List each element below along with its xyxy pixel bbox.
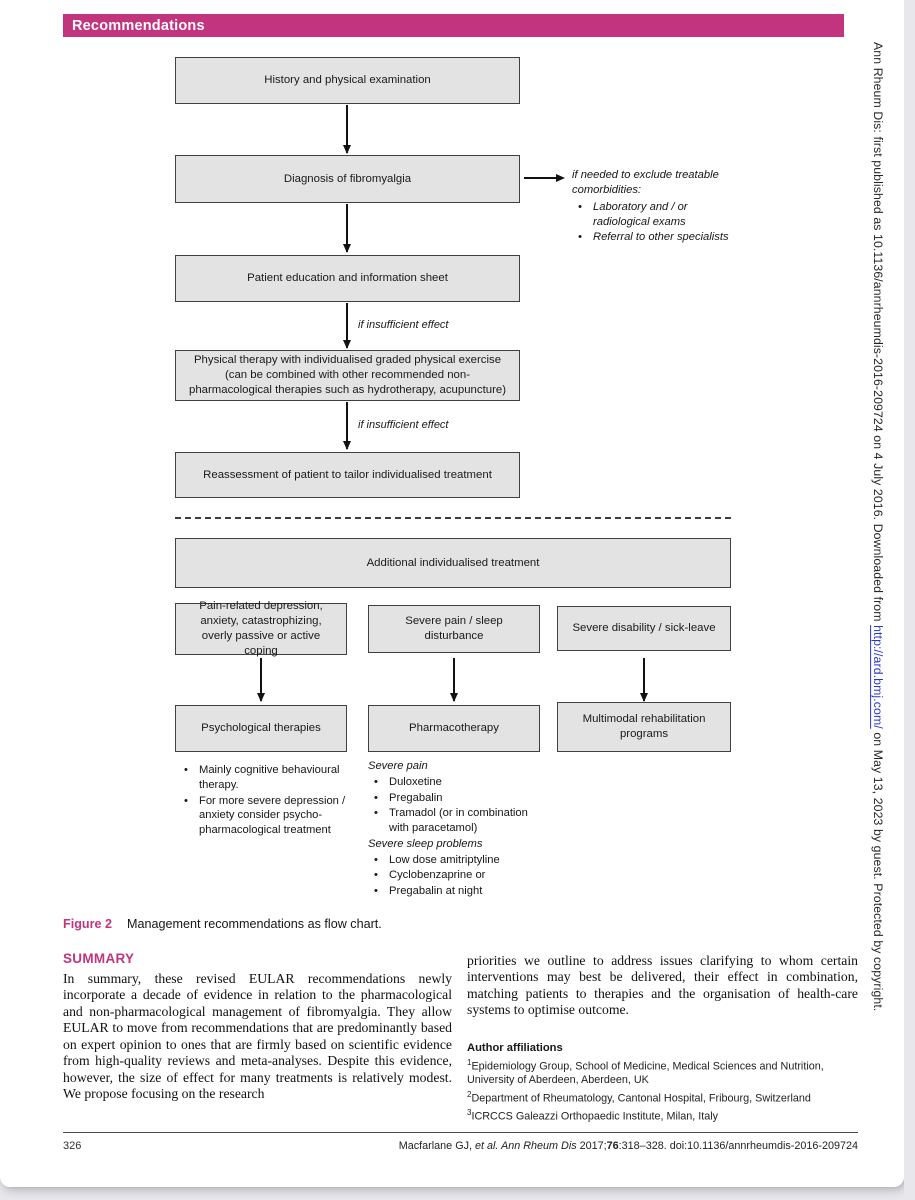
footer-rule [63, 1132, 858, 1133]
arrow-down-icon [643, 658, 645, 701]
flow-box-condition-psych: Pain-related depression, anxiety, catastrophizing, overly passive or active coping [175, 603, 347, 655]
list-item: • Pregabalin [368, 791, 548, 806]
flow-box-physical-therapy: Physical therapy with individualised graded physical exercise (can be combined with other recommended non-pharmacological therapies such as hydrotherapy, acupuncture) [175, 350, 520, 401]
list-item: • Mainly cognitive behavioural therapy. [178, 763, 350, 793]
arrow-down-icon [260, 658, 262, 701]
page-edge-strip [904, 0, 915, 1200]
copyright-text-before: Ann Rheum Dis: first published as 10.1136/annrheumdis-2016-209724 on 4 July 2016. Downloaded from [871, 42, 885, 626]
figure-number: Figure 2 [63, 917, 112, 931]
affiliations-list [467, 1056, 859, 1124]
affiliation-item: $^1$Epidemiology Group, School of Medicine, Medical Sciences and Nutrition, University of Aberdeen, Aberdeen, UK [467, 1058, 824, 1087]
dashed-divider [175, 517, 731, 519]
affiliations-heading: Author affiliations [467, 1042, 563, 1054]
pharmacotherapy-list [368, 759, 548, 900]
list-item: • Cyclobenzaprine or [368, 868, 548, 883]
list-item: • For more severe depression / anxiety consider psycho-pharmacological treatment [178, 794, 350, 838]
figure-caption [63, 917, 382, 931]
list-item: • Low dose amitriptyline [368, 853, 548, 868]
list-item: • Referral to other specialists [572, 230, 744, 245]
comorbidities-note [572, 168, 744, 245]
flow-box-education: Patient education and information sheet [175, 255, 520, 302]
list-item: • Duloxetine [368, 775, 548, 790]
pharma-list-heading-severe-pain: Severe pain [368, 760, 428, 772]
list-item: • Laboratory and / or radiological exams [572, 200, 744, 230]
affiliation-item: $^3$ICRCCS Galeazzi Orthopaedic Institute, Milan, Italy [467, 1107, 719, 1123]
arrow-down-icon [346, 204, 348, 252]
flow-box-diagnosis: Diagnosis of fibromyalgia [175, 155, 520, 203]
flow-box-psychological-therapies: Psychological therapies [175, 705, 347, 752]
comorbidities-note-intro: if needed to exclude treatable comorbidities: [572, 169, 719, 196]
psych-therapy-list [178, 763, 350, 839]
flow-box-condition-disability: Severe disability / sick-leave [557, 606, 731, 651]
flow-box-multimodal-rehab: Multimodal rehabilitation programs [557, 702, 731, 752]
section-banner-label: Recommendations [72, 17, 205, 34]
section-banner [63, 14, 844, 37]
page-number: 326 [63, 1140, 82, 1152]
arrow-right-icon [524, 177, 556, 179]
flow-label-insufficient-2: if insufficient effect [358, 419, 449, 431]
flow-box-history: History and physical examination [175, 57, 520, 104]
list-item: • Pregabalin at night [368, 884, 548, 899]
flow-box-pharmacotherapy: Pharmacotherapy [368, 705, 540, 752]
journal-url-link[interactable]: http://ard.bmj.com/ [871, 625, 885, 729]
flow-box-reassessment: Reassessment of patient to tailor individualised treatment [175, 452, 520, 498]
arrow-down-icon [453, 658, 455, 701]
copyright-text-after: on May 13, 2023 by guest. Protected by copyright. [871, 728, 885, 1012]
copyright-sidebar [871, 42, 885, 1154]
arrow-down-icon [346, 303, 348, 348]
list-item: • Tramadol (or in combination with paracetamol) [368, 806, 548, 836]
pharma-list-heading-sleep: Severe sleep problems [368, 837, 483, 850]
flow-box-condition-pain-sleep: Severe pain / sleep disturbance [368, 605, 540, 653]
footer-citation: Macfarlane GJ, et al. Ann Rheum Dis 2017;76:318–328. doi:10.1136/annrheumdis-2016-209724 [398, 1140, 858, 1152]
summary-column-1: In summary, these revised EULAR recommendations newly incorporate a decade of evidence in relation to the pharmacological and non-pharmacological management of fibromyalgia. They allow EULAR to move from recommendations that are predominantly based on expert opinion to ones that are firmly based on scientific evidence from high-quality reviews and meta-analyses. Despite this evidence, however, the size of effect for many treatments is relatively modest. We propose focusing on the research [63, 971, 452, 1102]
flow-label-insufficient-1: if insufficient effect [358, 319, 449, 331]
arrow-down-icon [346, 402, 348, 449]
figure-caption-text: Management recommendations as flow chart. [127, 917, 382, 931]
summary-heading: SUMMARY [63, 951, 135, 966]
arrow-down-icon [346, 105, 348, 153]
affiliation-item: $^2$Department of Rheumatology, Cantonal Hospital, Fribourg, Switzerland [467, 1089, 811, 1105]
summary-column-2: priorities we outline to address issues clarifying to whom certain interventions may best be delivered, their effect in combination, matching patients to therapies and the organisation of health-care systems to optimise outcome. [467, 953, 858, 1018]
flow-box-additional-treatment: Additional individualised treatment [175, 538, 731, 588]
